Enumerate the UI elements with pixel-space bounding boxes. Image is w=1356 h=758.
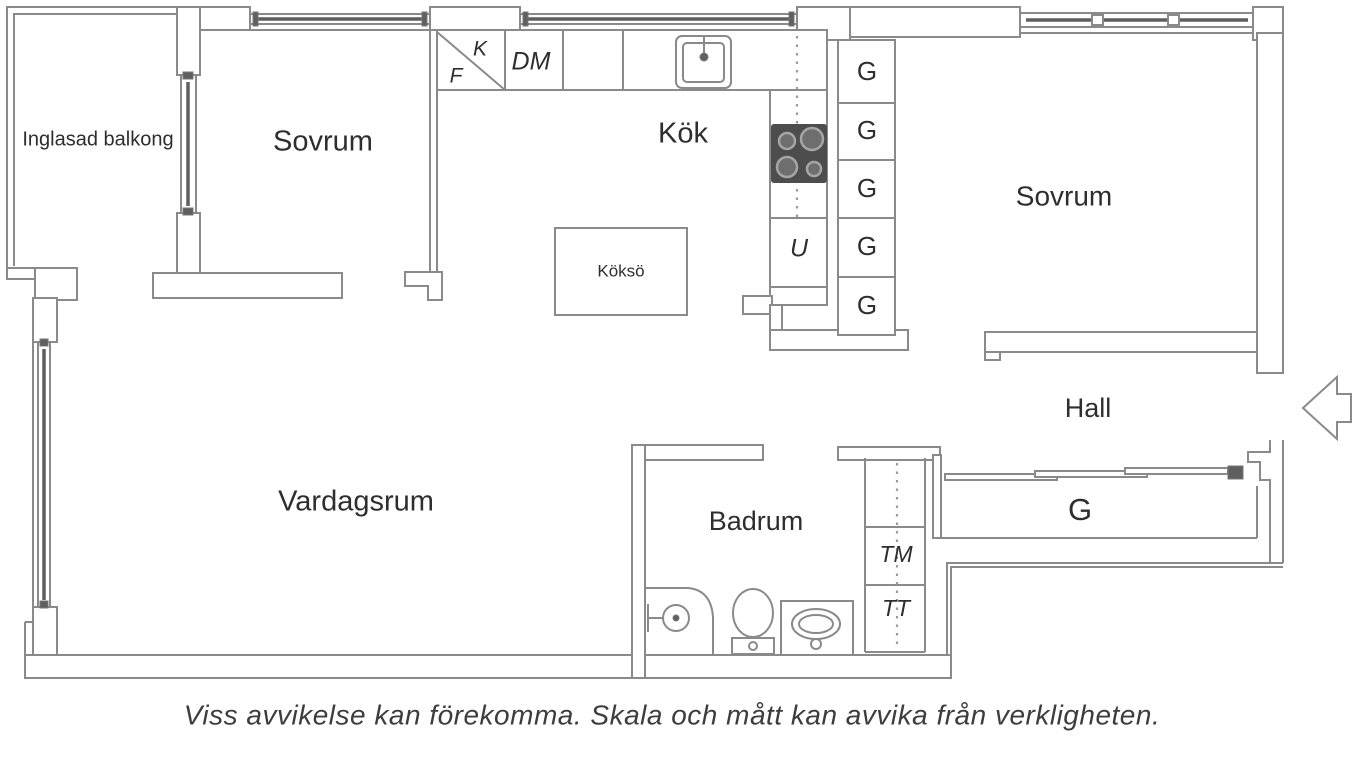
toilet-icon bbox=[732, 589, 774, 654]
bathroom-sink-icon bbox=[781, 601, 853, 655]
kitchen-label: Kök bbox=[658, 117, 708, 150]
hall-label: Hall bbox=[1064, 393, 1112, 424]
disclaimer-caption: Viss avvikelse kan förekomma. Skala och mått kan avvika från verkligheten. bbox=[183, 699, 1161, 731]
oven-label: U bbox=[789, 234, 809, 263]
window bbox=[520, 12, 797, 26]
wardrobe-label: G bbox=[856, 289, 878, 320]
bedroom-right-label: Sovrum bbox=[1015, 180, 1113, 212]
kitchen-island-label: Köksö bbox=[597, 261, 645, 281]
washing-machine-label: TM bbox=[879, 541, 913, 568]
wardrobe-label: G bbox=[856, 172, 878, 203]
window bbox=[38, 339, 50, 608]
dishwasher-label: DM bbox=[511, 47, 551, 76]
balcony-bedroom-wall bbox=[177, 7, 200, 275]
hall-wardrobe bbox=[838, 447, 1257, 538]
balcony-label: Inglasad balkong bbox=[22, 128, 174, 151]
tumble-dryer-label: TT bbox=[881, 595, 911, 622]
sliding-door-handle bbox=[1228, 466, 1243, 479]
balcony-walls bbox=[7, 7, 178, 300]
stove-icon bbox=[771, 124, 827, 183]
living-room-label: Vardagsrum bbox=[278, 485, 434, 518]
shower-icon bbox=[645, 588, 713, 655]
wardrobe-label: G bbox=[856, 55, 878, 86]
wardrobe-label: G bbox=[856, 114, 878, 145]
wardrobe-label: G bbox=[856, 230, 878, 261]
freezer-label: F bbox=[449, 64, 463, 88]
living-room-walls bbox=[25, 298, 57, 678]
bathroom-walls bbox=[632, 445, 763, 678]
entrance-arrow-icon bbox=[1303, 377, 1351, 439]
sliding-door bbox=[1125, 468, 1228, 474]
fridge-label: K bbox=[472, 37, 488, 61]
bedroom-left-label: Sovrum bbox=[273, 125, 373, 158]
hall-wardrobe-label: G bbox=[1067, 492, 1093, 528]
south-wall bbox=[25, 655, 951, 678]
window bbox=[250, 12, 430, 26]
bathroom-label: Badrum bbox=[708, 506, 804, 537]
window bbox=[1020, 13, 1253, 33]
